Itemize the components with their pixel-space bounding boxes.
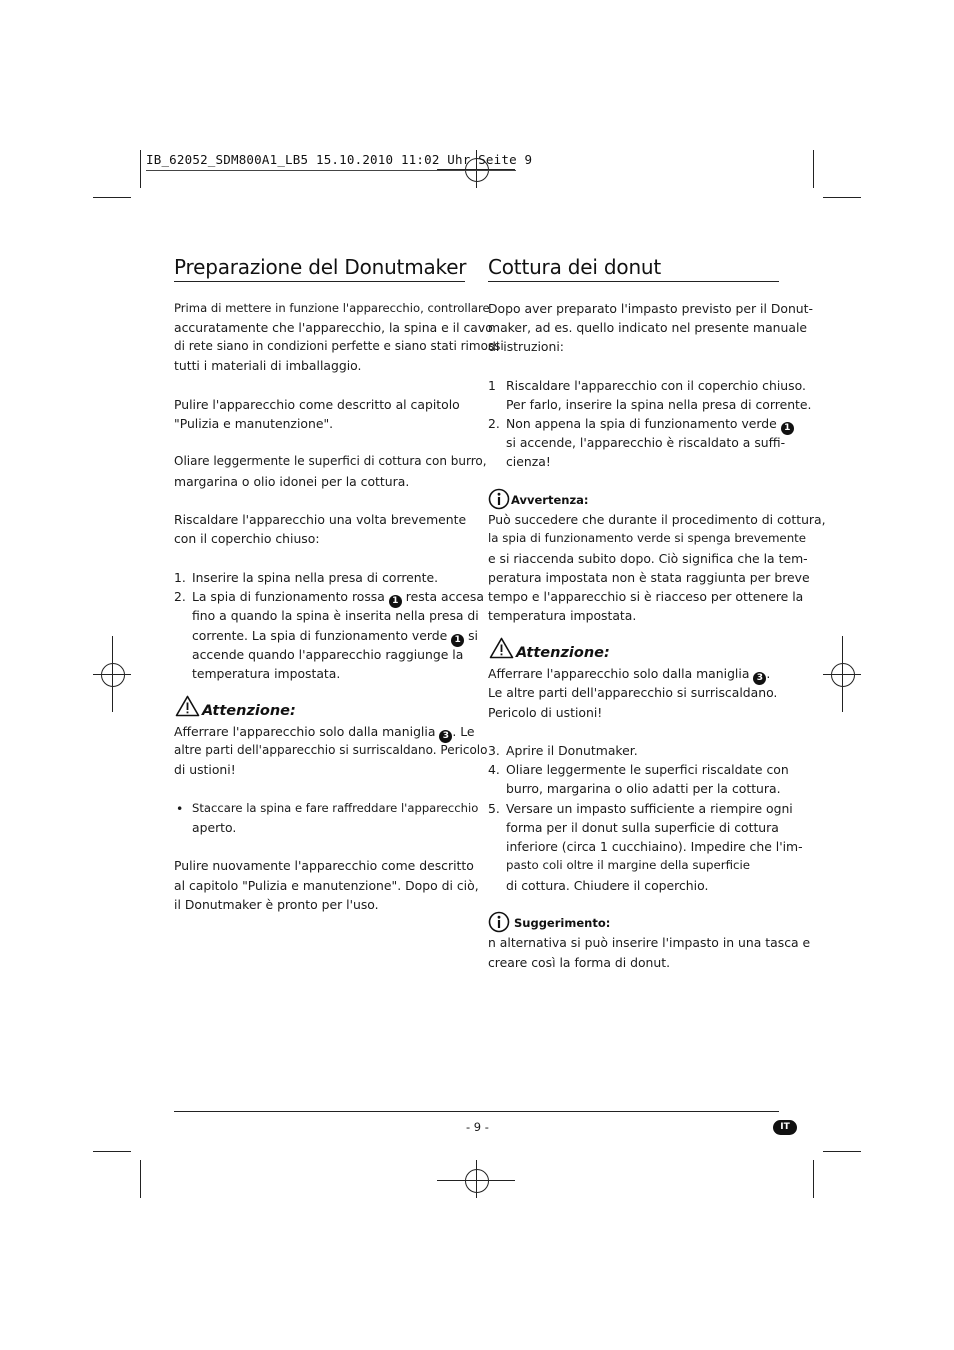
paragraph-line: con il coperchio chiuso: xyxy=(174,531,320,546)
step-text: temperatura impostata. xyxy=(192,666,341,681)
section-title-cooking: Cottura dei donut xyxy=(488,255,662,279)
step-text: si accende, l'apparecchio è riscaldato a suffi- xyxy=(506,435,786,450)
attention-text: Pericolo di ustioni! xyxy=(488,705,603,720)
step-text: fino a quando la spina è inserita nella presa di xyxy=(192,608,479,623)
attention-text-part: . xyxy=(766,666,771,681)
indicator-marker: 1 xyxy=(389,595,402,608)
step-text: forma per il donut sulla superficie di cottura xyxy=(506,820,779,835)
step-text xyxy=(192,587,484,608)
step-number: 2. xyxy=(174,589,186,604)
paragraph-line: di istruzioni: xyxy=(488,339,564,354)
warning-text: temperatura impostata. xyxy=(488,608,637,623)
crop-mark xyxy=(823,197,861,198)
paragraph-line: "Pulizia e manutenzione". xyxy=(174,416,334,431)
crop-mark xyxy=(813,1160,814,1198)
attention-text-part: . Le xyxy=(452,724,475,739)
slug-underline xyxy=(146,170,516,171)
step-number: 5. xyxy=(488,801,500,816)
crop-mark xyxy=(813,150,814,188)
step-text: Versare un impasto sufficiente a riempire ogni xyxy=(506,801,793,816)
attention-text xyxy=(174,722,475,743)
step-text: pasto coli oltre il margine della superficie xyxy=(506,858,751,872)
paragraph-line: tutti i materiali di imballaggio. xyxy=(174,358,362,373)
title-rule xyxy=(488,281,779,282)
paragraph-line: accuratamente che l'apparecchio, la spina e il cavo xyxy=(174,320,493,335)
tip-text: creare così la forma di donut. xyxy=(488,955,671,970)
step-text: Oliare leggermente le superfici riscaldate con xyxy=(506,762,789,777)
crop-mark xyxy=(93,197,131,198)
warning-heading: Avvertenza: xyxy=(511,493,589,507)
attention-text-part: Afferrare l'apparecchio solo dalla maniglia xyxy=(488,666,750,681)
paragraph-line: Prima di mettere in funzione l'apparecchio, controllare xyxy=(174,301,490,315)
step-text-part: resta accesa xyxy=(405,589,484,604)
step-text xyxy=(192,626,478,647)
paragraph-line: Riscaldare l'apparecchio una volta brevemente xyxy=(174,512,467,527)
warning-triangle-icon xyxy=(175,695,200,721)
attention-text: di ustioni! xyxy=(174,762,236,777)
step-text-part: Non appena la spia di funzionamento verde xyxy=(506,416,777,431)
warning-text: tempo e l'apparecchio si è riacceso per ottenere la xyxy=(488,589,804,604)
warning-text: Può succedere che durante il procedimento di cottura, xyxy=(488,512,826,527)
registration-mark-icon xyxy=(101,663,125,687)
page-number: - 9 - xyxy=(466,1120,489,1134)
attention-heading: Attenzione: xyxy=(202,703,296,719)
step-text: burro, margarina o olio adatti per la cottura. xyxy=(506,781,781,796)
warning-triangle-icon xyxy=(489,637,514,663)
paragraph-line: al capitolo "Pulizia e manutenzione". Dopo di ciò, xyxy=(174,878,479,893)
indicator-marker: 1 xyxy=(451,634,464,647)
paragraph-line: Oliare leggermente le superfici di cottura con burro, xyxy=(174,454,487,468)
section-title-preparation: Preparazione del Donutmaker xyxy=(174,255,467,279)
registration-mark-icon xyxy=(465,1169,489,1193)
language-badge: IT xyxy=(773,1120,797,1135)
bullet-text: Staccare la spina e fare raffreddare l'apparecchio xyxy=(192,801,479,815)
attention-text-part: Afferrare l'apparecchio solo dalla maniglia xyxy=(174,724,436,739)
step-text: Aprire il Donutmaker. xyxy=(506,743,638,758)
step-number: 3. xyxy=(488,743,500,758)
footer-rule xyxy=(174,1111,779,1112)
bullet-text: aperto. xyxy=(192,820,237,835)
crop-mark xyxy=(823,1151,861,1152)
step-text-part: si xyxy=(468,628,478,643)
tip-heading: Suggerimento: xyxy=(514,916,611,930)
step-text-part: La spia di funzionamento rossa xyxy=(192,589,385,604)
step-number: 4. xyxy=(488,762,500,777)
indicator-marker: 1 xyxy=(781,422,794,435)
handle-marker: 3 xyxy=(439,730,452,743)
attention-text: altre parti dell'apparecchio si surriscaldano. Pericolo xyxy=(174,743,488,757)
step-text: accende quando l'apparecchio raggiunge la xyxy=(192,647,464,662)
step-number: 2. xyxy=(488,416,500,431)
step-number: 1 xyxy=(488,378,496,393)
paragraph-line: margarina o olio idonei per la cottura. xyxy=(174,474,410,489)
step-number: 1. xyxy=(174,570,186,585)
step-text: Riscaldare l'apparecchio con il coperchio chiuso. xyxy=(506,378,806,393)
handle-marker: 3 xyxy=(753,672,766,685)
title-rule xyxy=(174,281,465,282)
registration-mark-icon xyxy=(831,663,855,687)
bullet-symbol: • xyxy=(176,801,184,816)
paragraph-line: Dopo aver preparato l'impasto previsto per il Donut- xyxy=(488,301,813,316)
paragraph-line: Pulire l'apparecchio come descritto al capitolo xyxy=(174,397,460,412)
warning-text: la spia di funzionamento verde si spenga brevemente xyxy=(488,531,807,545)
step-text: Inserire la spina nella presa di corrente. xyxy=(192,570,439,585)
warning-text: e si riaccenda subito dopo. Ciò significa che la tem- xyxy=(488,551,808,566)
paragraph-line: Pulire nuovamente l'apparecchio come descritto xyxy=(174,858,474,873)
paragraph-line: il Donutmaker è pronto per l'uso. xyxy=(174,897,379,912)
step-text: inferiore (circa 1 cucchiaino). Impedire che l'im- xyxy=(506,839,803,854)
tip-text: n alternativa si può inserire l'impasto in una tasca e xyxy=(488,935,811,950)
crop-mark xyxy=(140,1160,141,1198)
paragraph-line: maker, ad es. quello indicato nel presente manuale xyxy=(488,320,808,335)
step-text xyxy=(506,414,794,435)
attention-text xyxy=(488,664,770,685)
paragraph-line: di rete siano in condizioni perfette e siano stati rimossi xyxy=(174,339,504,353)
step-text-part: corrente. La spia di funzionamento verde xyxy=(192,628,448,643)
step-text: di cottura. Chiudere il coperchio. xyxy=(506,878,709,893)
warning-text: peratura impostata non è stata raggiunta per breve xyxy=(488,570,810,585)
step-text: Per farlo, inserire la spina nella presa di corrente. xyxy=(506,397,812,412)
crop-mark xyxy=(140,150,141,188)
print-slug: IB_62052_SDM800A1_LB5 15.10.2010 11:02 Uhr Seite 9 xyxy=(146,152,533,167)
attention-text: Le altre parti dell'apparecchio si surriscaldano. xyxy=(488,685,778,700)
crop-mark xyxy=(93,1151,131,1152)
attention-heading: Attenzione: xyxy=(516,645,610,661)
step-text: cienza! xyxy=(506,454,551,469)
